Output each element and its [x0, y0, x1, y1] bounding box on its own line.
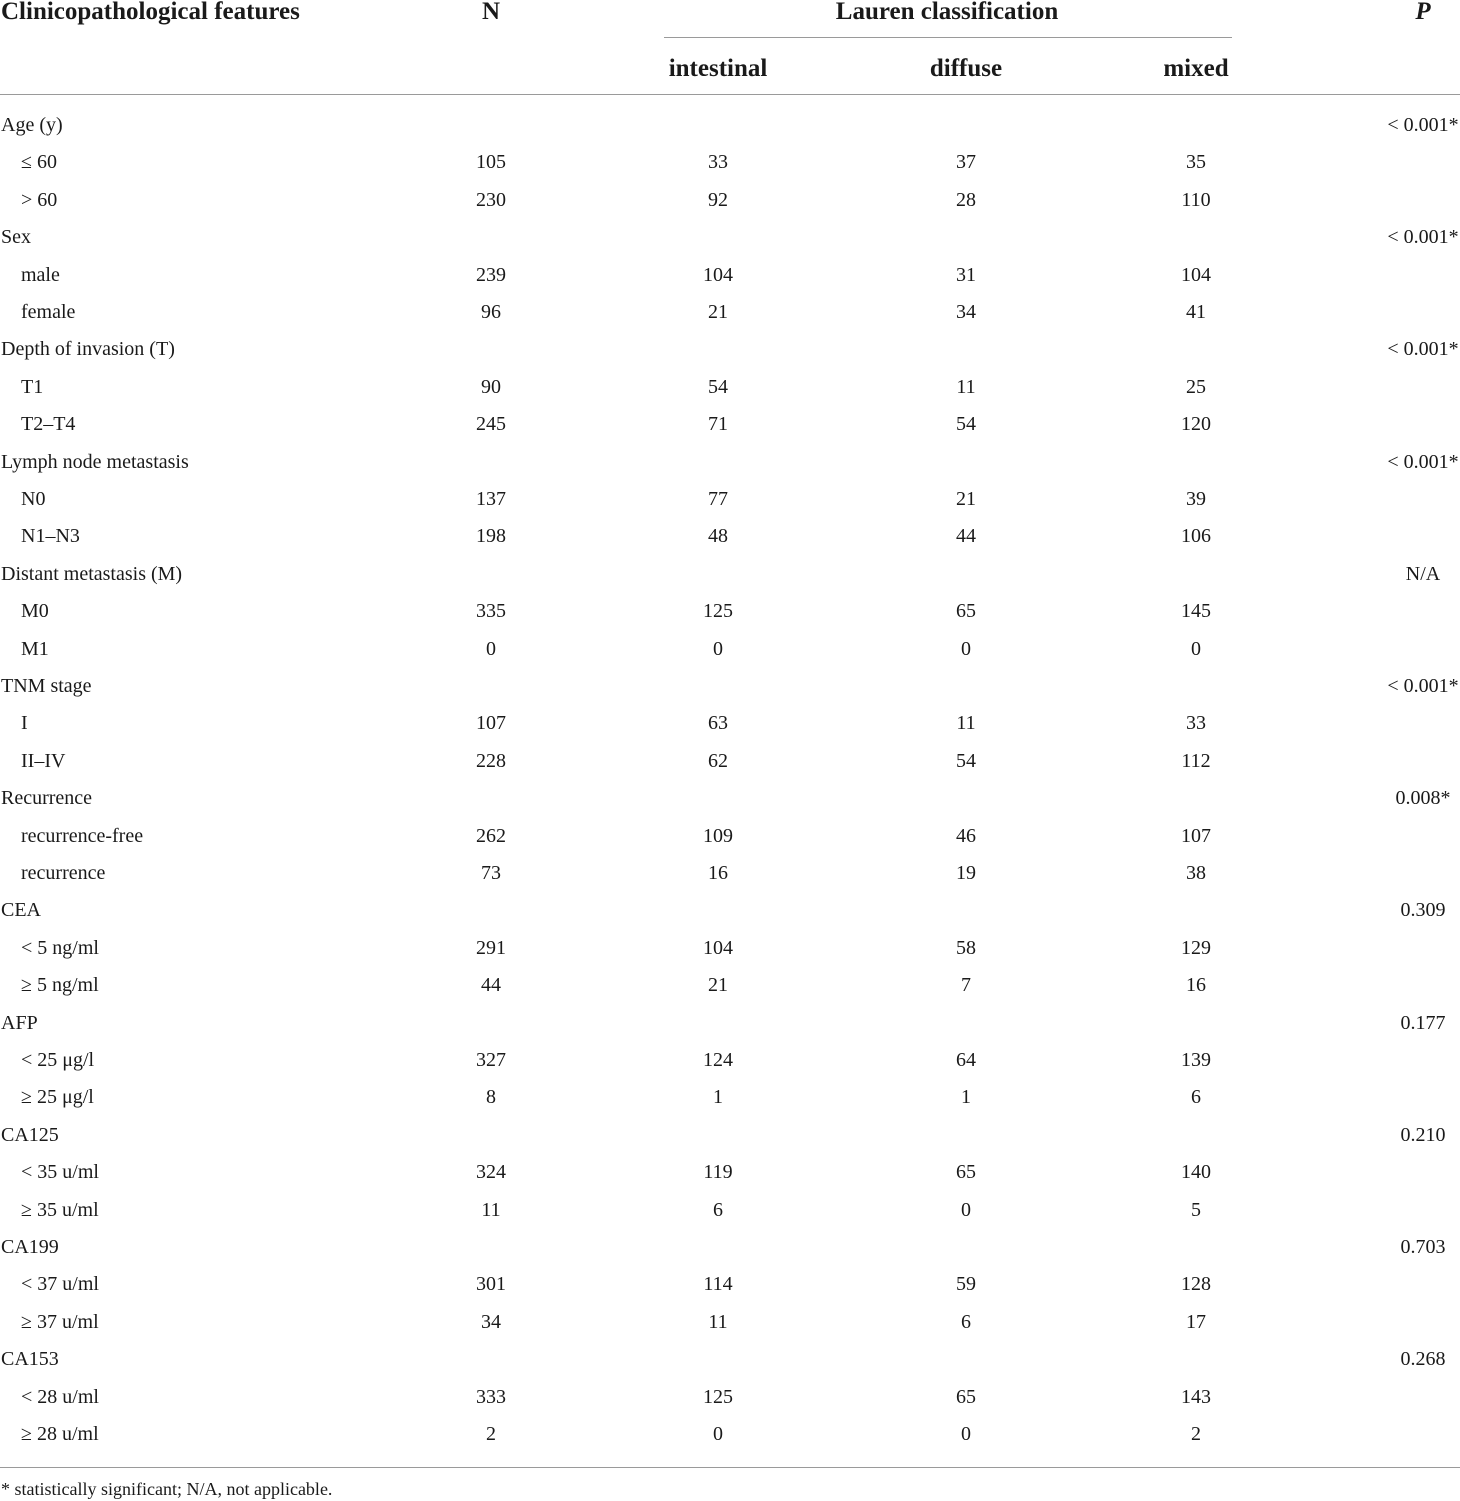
cell-intestinal: 33: [708, 151, 728, 174]
table-group-row: [0, 1005, 1460, 1042]
cell-feature: < 37 u/ml: [21, 1273, 99, 1296]
cell-n: 34: [481, 1310, 501, 1333]
cell-intestinal: 92: [708, 188, 728, 211]
cell-n: 245: [476, 413, 506, 436]
table-row: [0, 1266, 1460, 1303]
cell-mixed: 0: [1191, 637, 1201, 660]
cell-feature: Sex: [1, 226, 31, 249]
cell-intestinal: 63: [708, 712, 728, 735]
cell-mixed: 6: [1191, 1086, 1201, 1109]
cell-feature: Recurrence: [1, 787, 93, 810]
cell-n: 335: [476, 600, 506, 623]
cell-n: 230: [476, 188, 506, 211]
cell-feature: Depth of invasion (T): [1, 338, 175, 361]
cell-mixed: 110: [1181, 188, 1211, 211]
header-mixed: mixed: [1163, 55, 1229, 82]
cell-mixed: 16: [1186, 974, 1206, 997]
table-row: [0, 1192, 1460, 1229]
table-group-row: [0, 444, 1460, 481]
table-group-row: [0, 1229, 1460, 1266]
table-row: [0, 1079, 1460, 1116]
cell-n: 291: [476, 936, 506, 959]
cell-feature: ≤ 60: [21, 151, 57, 174]
cell-n: 0: [486, 637, 496, 660]
cell-feature: CA199: [1, 1236, 59, 1258]
cell-intestinal: 16: [708, 862, 728, 884]
table-row: [0, 1304, 1460, 1341]
table-row: [0, 294, 1460, 331]
group-rule: [664, 37, 1232, 38]
cell-feature: < 5 ng/ml: [21, 936, 99, 959]
cell-p-value: < 0.001*: [1387, 226, 1459, 249]
cell-diffuse: 54: [956, 749, 976, 772]
cell-mixed: 143: [1181, 1385, 1211, 1408]
cell-diffuse: 6: [961, 1310, 971, 1333]
header-intestinal: intestinal: [668, 55, 768, 82]
cell-mixed: 107: [1181, 824, 1211, 847]
cell-feature: < 28 u/ml: [21, 1385, 99, 1408]
cell-feature: M1: [21, 637, 49, 660]
cell-diffuse: 19: [956, 862, 976, 884]
table-row: [0, 182, 1460, 219]
cell-intestinal: 125: [703, 600, 733, 623]
table-group-row: [0, 892, 1460, 929]
cell-diffuse: 46: [956, 824, 976, 847]
cell-feature: male: [21, 263, 60, 286]
table-row: [0, 593, 1460, 630]
cell-intestinal: 21: [708, 974, 728, 997]
cell-feature: N1–N3: [21, 525, 80, 548]
cell-feature: Distant metastasis (M): [1, 562, 183, 585]
cell-intestinal: 104: [703, 263, 733, 286]
cell-feature: CA125: [1, 1123, 59, 1146]
table-row: [0, 518, 1460, 555]
cell-n: 198: [476, 525, 506, 548]
cell-mixed: 129: [1181, 936, 1211, 959]
cell-diffuse: 21: [956, 488, 976, 510]
cell-diffuse: 34: [956, 301, 976, 323]
cell-diffuse: 64: [956, 1049, 976, 1071]
cell-n: 8: [486, 1086, 496, 1109]
cell-intestinal: 0: [713, 637, 723, 660]
cell-feature: ≥ 28 u/ml: [21, 1423, 99, 1445]
cell-n: 239: [476, 263, 506, 286]
cell-n: 96: [481, 301, 501, 323]
cell-n: 327: [476, 1049, 506, 1071]
cell-diffuse: 0: [961, 637, 971, 660]
header-n: N: [481, 0, 501, 25]
header-p: P: [1415, 0, 1431, 25]
cell-intestinal: 6: [713, 1198, 723, 1221]
cell-mixed: 25: [1186, 375, 1206, 398]
cell-n: 262: [476, 824, 506, 847]
cell-n: 73: [481, 862, 501, 884]
cell-diffuse: 58: [956, 936, 976, 959]
cell-n: 44: [481, 974, 501, 997]
cell-feature: II–IV: [21, 749, 66, 772]
cell-feature: TNM stage: [1, 675, 92, 697]
cell-diffuse: 54: [956, 413, 976, 436]
cell-diffuse: 7: [961, 974, 971, 997]
cell-n: 107: [476, 712, 506, 735]
table-group-row: [0, 556, 1460, 593]
cell-feature: ≥ 35 u/ml: [21, 1198, 99, 1221]
cell-feature: Lymph node metastasis: [1, 450, 189, 473]
cell-feature: Age (y): [1, 114, 63, 136]
cell-mixed: 139: [1181, 1049, 1211, 1071]
cell-feature: I: [21, 712, 28, 735]
cell-mixed: 120: [1181, 413, 1211, 436]
cell-mixed: 104: [1181, 263, 1211, 286]
cell-n: 105: [476, 151, 506, 174]
cell-p-value: N/A: [1405, 562, 1441, 585]
cell-diffuse: 1: [961, 1086, 971, 1109]
cell-p-value: 0.177: [1400, 1011, 1446, 1034]
cell-feature: T1: [21, 375, 44, 398]
cell-intestinal: 54: [708, 375, 728, 398]
table-row: [0, 369, 1460, 406]
table-group-row: [0, 780, 1460, 817]
table-row: [0, 1042, 1460, 1079]
cell-intestinal: 21: [708, 301, 728, 323]
cell-intestinal: 109: [703, 824, 733, 847]
cell-mixed: 140: [1181, 1161, 1211, 1184]
cell-mixed: 17: [1186, 1310, 1206, 1333]
cell-feature: < 35 u/ml: [21, 1161, 99, 1184]
cell-mixed: 5: [1191, 1198, 1201, 1221]
cell-intestinal: 48: [708, 525, 728, 548]
cell-n: 228: [476, 749, 506, 772]
table-group-row: [0, 668, 1460, 705]
cell-diffuse: 37: [956, 151, 976, 174]
cell-diffuse: 0: [961, 1423, 971, 1445]
header-lauren-classification: Lauren classification: [835, 0, 1059, 25]
cell-intestinal: 62: [708, 749, 728, 772]
cell-p-value: 0.008*: [1395, 787, 1451, 810]
cell-p-value: 0.210: [1400, 1123, 1446, 1146]
cell-n: 324: [476, 1161, 506, 1184]
table-row: [0, 144, 1460, 181]
cell-feature: recurrence: [21, 862, 106, 884]
cell-intestinal: 1: [713, 1086, 723, 1109]
table-row: [0, 1416, 1460, 1453]
cell-diffuse: 65: [956, 1385, 976, 1408]
cell-feature: CA153: [1, 1348, 59, 1371]
cell-diffuse: 44: [956, 525, 976, 548]
cell-diffuse: 11: [956, 712, 976, 735]
table-row: [0, 818, 1460, 855]
cell-diffuse: 65: [956, 1161, 976, 1184]
cell-p-value: 0.703: [1400, 1236, 1446, 1258]
cell-feature: < 25 μg/l: [21, 1049, 95, 1071]
table-row: [0, 930, 1460, 967]
cell-p-value: < 0.001*: [1387, 338, 1459, 361]
table-row: [0, 257, 1460, 294]
table-bottom-rule: [0, 1467, 1460, 1468]
cell-p-value: 0.309: [1400, 899, 1446, 922]
cell-intestinal: 124: [703, 1049, 733, 1071]
cell-intestinal: 71: [708, 413, 728, 436]
cell-n: 301: [476, 1273, 506, 1296]
cell-p-value: < 0.001*: [1387, 675, 1459, 697]
cell-mixed: 106: [1181, 525, 1211, 548]
cell-mixed: 39: [1186, 488, 1206, 510]
cell-diffuse: 28: [956, 188, 976, 211]
cell-n: 90: [481, 375, 501, 398]
cell-feature: M0: [21, 600, 49, 623]
cell-mixed: 41: [1186, 301, 1206, 323]
cell-intestinal: 119: [703, 1161, 733, 1184]
table-group-row: [0, 331, 1460, 368]
cell-feature: AFP: [1, 1011, 38, 1034]
cell-n: 2: [486, 1423, 496, 1445]
table-row: [0, 855, 1460, 892]
table-group-row: [0, 219, 1460, 256]
cell-feature: recurrence-free: [21, 824, 144, 847]
cell-feature: female: [21, 301, 76, 323]
cell-intestinal: 11: [708, 1310, 728, 1333]
cell-diffuse: 65: [956, 600, 976, 623]
cell-intestinal: 125: [703, 1385, 733, 1408]
table-row: [0, 481, 1460, 518]
cell-intestinal: 114: [703, 1273, 733, 1296]
cell-mixed: 112: [1181, 749, 1211, 772]
cell-n: 137: [476, 488, 506, 510]
cell-p-value: < 0.001*: [1387, 450, 1459, 473]
cell-p-value: < 0.001*: [1387, 114, 1459, 136]
cell-mixed: 33: [1186, 712, 1206, 735]
cell-intestinal: 0: [713, 1423, 723, 1445]
cell-diffuse: 31: [956, 263, 976, 286]
cell-mixed: 38: [1186, 862, 1206, 884]
cell-diffuse: 11: [956, 375, 976, 398]
cell-diffuse: 59: [956, 1273, 976, 1296]
cell-feature: T2–T4: [21, 413, 76, 436]
header-feature: Clinicopathological features: [1, 0, 300, 25]
table-group-row: [0, 1117, 1460, 1154]
table-row: [0, 967, 1460, 1004]
cell-p-value: 0.268: [1400, 1348, 1446, 1371]
cell-diffuse: 0: [961, 1198, 971, 1221]
table-group-row: [0, 107, 1460, 144]
cell-mixed: 128: [1181, 1273, 1211, 1296]
cell-mixed: 2: [1191, 1423, 1201, 1445]
header-bottom-rule: [0, 94, 1460, 95]
cell-feature: > 60: [21, 188, 58, 211]
table-row: [0, 631, 1460, 668]
cell-n: 11: [481, 1198, 501, 1221]
header-diffuse: diffuse: [929, 55, 1003, 82]
cell-feature: CEA: [1, 899, 41, 922]
table-row: [0, 406, 1460, 443]
cell-intestinal: 104: [703, 936, 733, 959]
cell-feature: ≥ 25 μg/l: [21, 1086, 94, 1109]
table-row: [0, 1154, 1460, 1191]
cell-feature: ≥ 5 ng/ml: [21, 974, 99, 997]
cell-feature: ≥ 37 u/ml: [21, 1310, 99, 1333]
cell-mixed: 145: [1181, 600, 1211, 623]
table-row: [0, 1379, 1460, 1416]
cell-mixed: 35: [1186, 151, 1206, 174]
table-group-row: [0, 1341, 1460, 1378]
cell-feature: N0: [21, 488, 46, 510]
cell-n: 333: [476, 1385, 506, 1408]
cell-intestinal: 77: [708, 488, 728, 510]
table-row: [0, 705, 1460, 742]
table-footnote: * statistically significant; N/A, not applicable.: [1, 1479, 333, 1499]
table-row: [0, 743, 1460, 780]
